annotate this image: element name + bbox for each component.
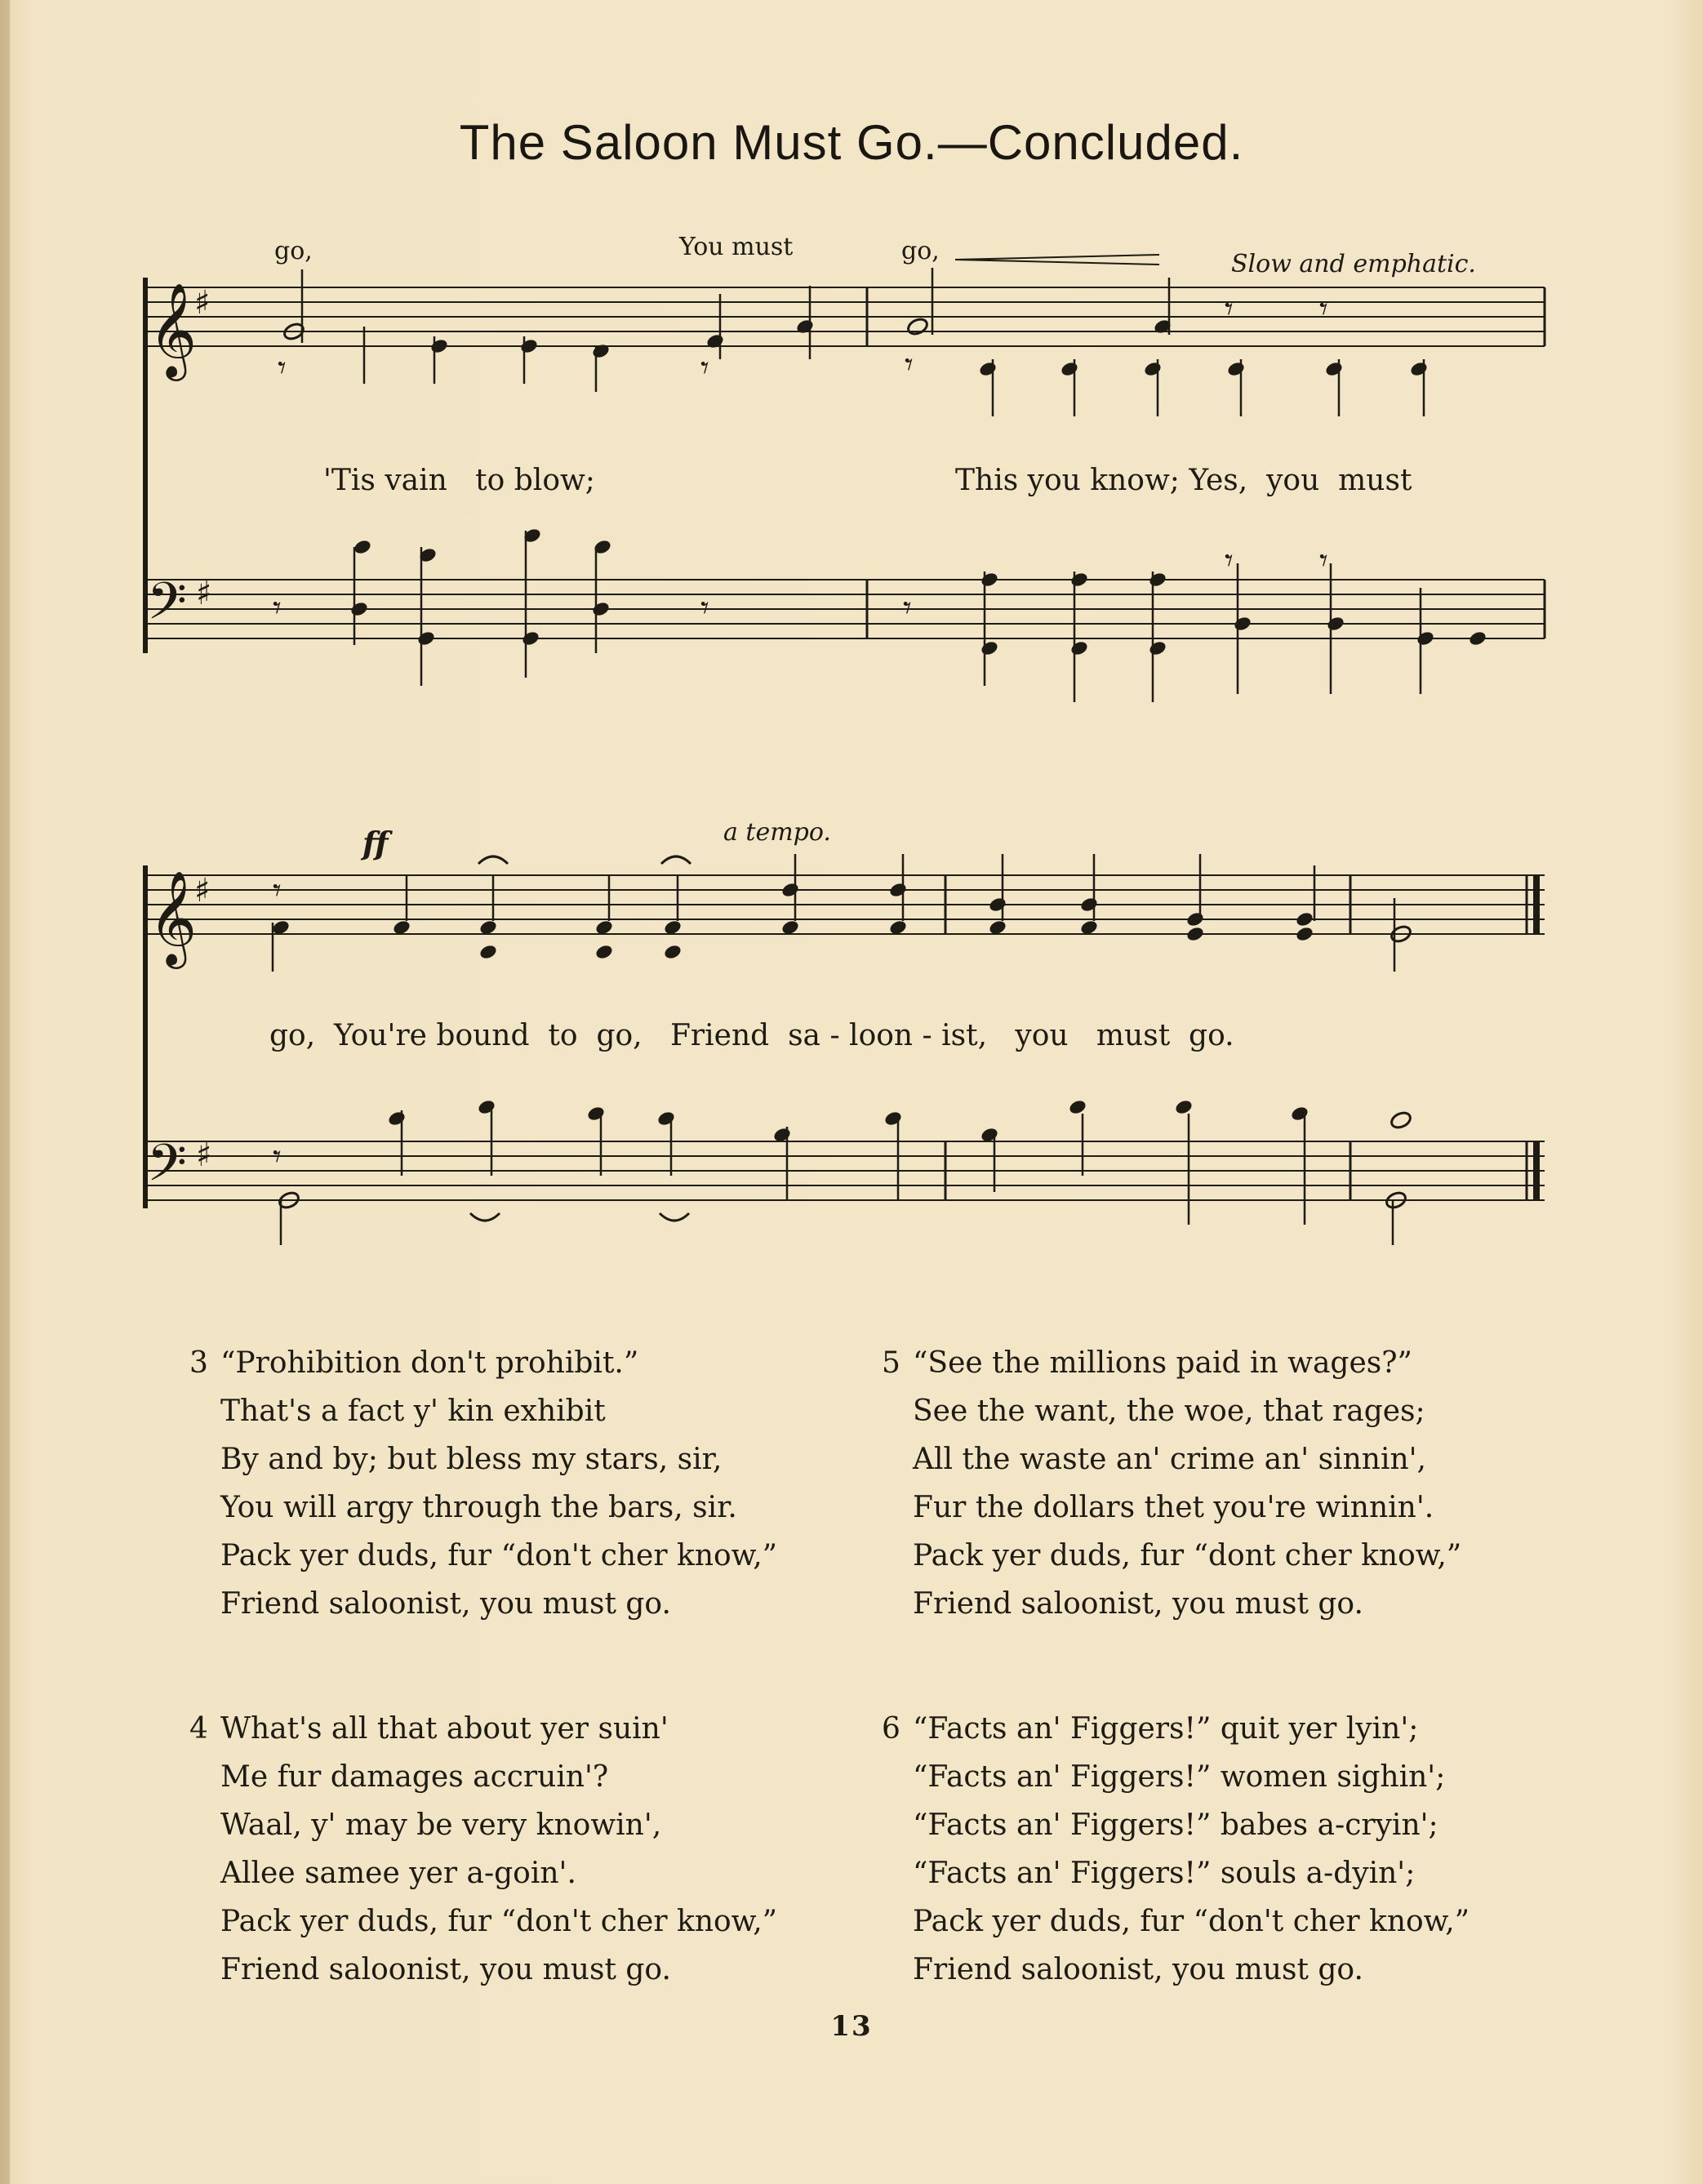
upper-word-go-1: go, xyxy=(274,237,313,265)
upper-word-go-2: go, xyxy=(901,237,940,265)
verse-line: Pack yer duds, fur “don't cher know,” xyxy=(220,1905,778,1938)
svg-text:𝄾: 𝄾 xyxy=(273,589,282,627)
verse-line: “Facts an' Figgers!” quit yer lyin'; xyxy=(913,1712,1419,1746)
verse-line: Friend saloonist, you must go. xyxy=(220,1587,671,1621)
verse-line: “Facts an' Figgers!” babes a-cryin'; xyxy=(913,1808,1438,1842)
verse-line: “Prohibition don't prohibit.” xyxy=(220,1346,639,1380)
svg-text:𝄾: 𝄾 xyxy=(700,589,709,627)
verse-line: Allee samee yer a-goin'. xyxy=(220,1857,576,1890)
lyric-line-this-you-know: This you know; Yes, you must xyxy=(955,464,1412,497)
verse-line: See the want, the woe, that rages; xyxy=(913,1394,1425,1428)
verse-line: Fur the dollars thet you're winnin'. xyxy=(913,1491,1434,1524)
svg-text:♯: ♯ xyxy=(196,575,212,612)
verse-line: That's a fact y' kin exhibit xyxy=(220,1394,606,1428)
svg-text:𝄢: 𝄢 xyxy=(147,1132,187,1205)
svg-text:𝄾: 𝄾 xyxy=(1225,291,1234,328)
svg-text:𝄾: 𝄾 xyxy=(1319,542,1328,580)
verse-line: Pack yer duds, fur “don't cher know,” xyxy=(913,1905,1470,1938)
tempo-a-tempo: a tempo. xyxy=(723,818,831,847)
verse-line: Waal, y' may be very knowin', xyxy=(220,1808,662,1842)
svg-text:𝄾: 𝄾 xyxy=(273,1138,282,1176)
svg-text:𝄾: 𝄾 xyxy=(700,349,709,387)
page-number: 13 xyxy=(830,2010,873,2043)
verse-line: By and by; but bless my stars, sir, xyxy=(220,1443,723,1476)
verse-line: Friend saloonist, you must go. xyxy=(913,1953,1363,1986)
verse-number: 3 xyxy=(189,1346,208,1380)
verse-line: “Facts an' Figgers!” souls a-dyin'; xyxy=(913,1857,1416,1890)
verse-number: 4 xyxy=(189,1712,208,1746)
svg-text:𝄞: 𝄞 xyxy=(149,282,198,377)
verse-4 xyxy=(189,1705,778,1994)
svg-text:𝄾: 𝄾 xyxy=(905,346,914,384)
lyric-line-tis-vain: 'Tis vain to blow; xyxy=(323,464,595,497)
verse-line: Friend saloonist, you must go. xyxy=(913,1587,1363,1621)
svg-text:♯: ♯ xyxy=(196,1136,212,1174)
verse-line: Friend saloonist, you must go. xyxy=(220,1953,671,1986)
verse-line: Me fur damages accruin'? xyxy=(220,1760,609,1794)
svg-text:𝄾: 𝄾 xyxy=(1225,542,1234,580)
verse-number: 6 xyxy=(882,1712,900,1746)
svg-text:♯: ♯ xyxy=(194,284,211,322)
verse-3 xyxy=(189,1339,778,1628)
lyric-line-youre-bound: go, You're bound to go, Friend sa - loon - ist, you must go. xyxy=(269,1019,1234,1052)
svg-text:𝄾: 𝄾 xyxy=(903,589,912,627)
svg-text:𝄾: 𝄾 xyxy=(273,872,282,910)
verse-line: Pack yer duds, fur “don't cher know,” xyxy=(220,1539,778,1572)
verse-5 xyxy=(882,1339,1462,1628)
svg-text:♯: ♯ xyxy=(194,872,211,910)
verse-6 xyxy=(882,1705,1470,1994)
treble-staff-2 xyxy=(145,875,1545,934)
verse-number: 5 xyxy=(882,1346,900,1380)
verse-line: “Facts an' Figgers!” women sighin'; xyxy=(913,1760,1446,1794)
verse-line: “See the millions paid in wages?” xyxy=(913,1346,1412,1380)
tempo-slow-and-emphatic: Slow and emphatic. xyxy=(1231,250,1476,278)
svg-text:𝄢: 𝄢 xyxy=(147,571,187,643)
verse-line: You will argy through the bars, sir. xyxy=(220,1491,737,1524)
page-title: The Saloon Must Go.—Concluded. xyxy=(459,115,1244,170)
dynamic-fortissimo: ff xyxy=(362,825,389,861)
verse-line: What's all that about yer suin' xyxy=(220,1712,669,1746)
upper-word-you-must: You must xyxy=(679,233,794,261)
svg-text:𝄾: 𝄾 xyxy=(1319,291,1328,328)
verse-line: Pack yer duds, fur “dont cher know,” xyxy=(913,1539,1462,1572)
bass-staff-2 xyxy=(145,1141,1545,1200)
svg-text:𝄾: 𝄾 xyxy=(278,349,287,387)
svg-text:𝄞: 𝄞 xyxy=(149,870,198,965)
verse-line: All the waste an' crime an' sinnin', xyxy=(913,1443,1426,1476)
